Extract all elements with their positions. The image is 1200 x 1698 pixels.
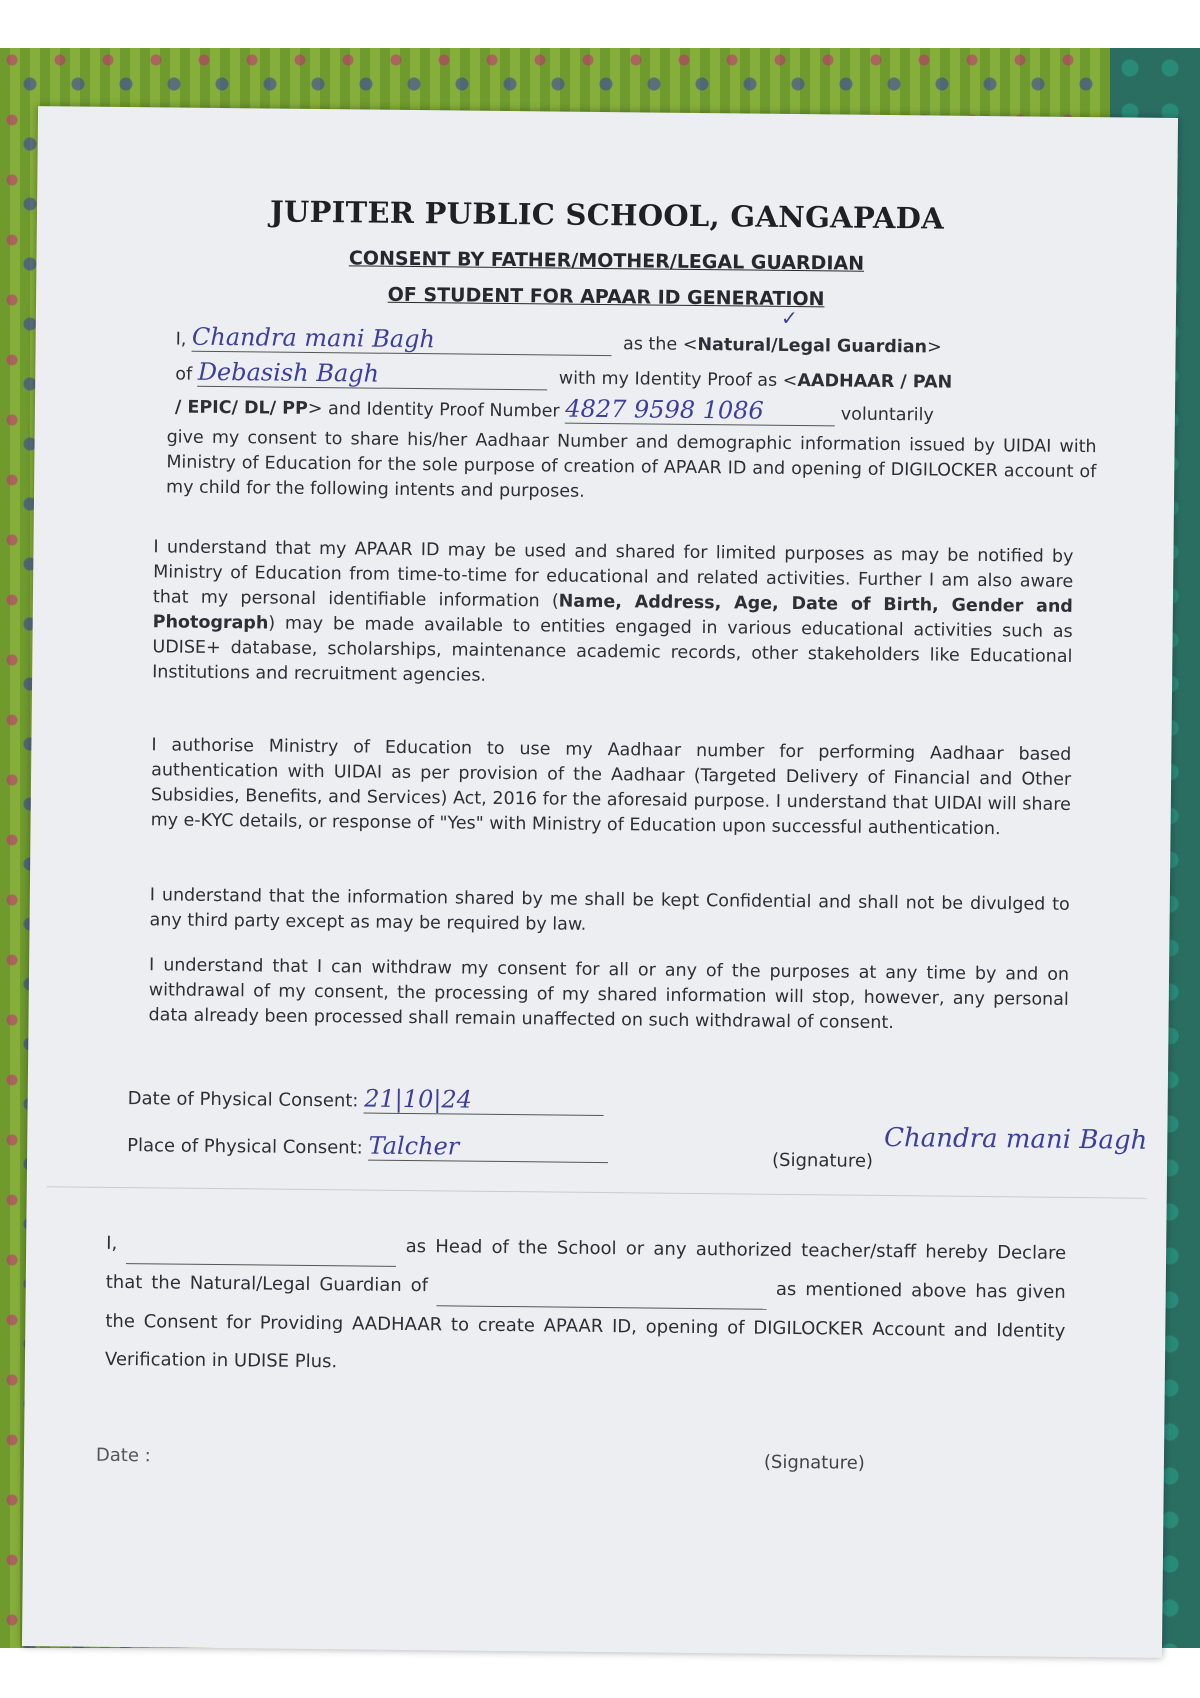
consent-paragraph-4: I understand that the information shared by me shall be kept Confidential and shall not be divulged to any third party except as may be required by law. [149, 885, 1070, 935]
form-subtitle-line1: CONSENT BY FATHER/MOTHER/LEGAL GUARDIAN [348, 247, 865, 275]
label-i: I, [175, 329, 187, 350]
date-of-consent-row [128, 1082, 605, 1116]
place-of-consent-row [127, 1129, 609, 1163]
consent-paragraph-2 [152, 535, 1074, 695]
head-name-blank [126, 1225, 396, 1267]
form-subtitle-line2: OF STUDENT FOR APAAR ID GENERATION [387, 283, 825, 311]
para2-text-b: ) may be made available to entities engaged in various educational activities such as UDISE+ database, scholarships, maintenance academic records, other stakeholders like Educational Institutions and recruitment agencies. [152, 613, 1073, 686]
consent-line-student [175, 358, 1095, 397]
date-of-consent-label: Date of Physical Consent: [127, 1088, 359, 1112]
student-name-field: Debasish Bagh [198, 358, 548, 391]
consent-form-paper [22, 106, 1178, 1658]
tick-mark-icon: ✓ [780, 305, 798, 331]
consent-paragraph-3: I authorise Ministry of Education to use my Aadhaar number for performing Aadhaar based authentication with UIDAI as per provision of the Aadhaar (Targeted Delivery of Financial and Other Subsidies, Benefits, and Services) Act, 2016 for the aforesaid purpose. I understand that UIDAI will share my e-KYC details, or response of "Yes" with Ministry of Education upon successful authentication. [150, 735, 1072, 840]
head-declaration [105, 1225, 1067, 1389]
label-gt: > [926, 337, 942, 358]
label-proof-number: > and Identity Proof Number [307, 398, 560, 422]
date-of-consent-value: 21|10|24 [364, 1085, 604, 1117]
guardian-signature-label: (Signature) [771, 1149, 874, 1172]
para2-bold-fields: Name, Address, Age, Date of Birth, Gender and Photograph [152, 591, 1073, 634]
place-of-consent-value: Talcher [368, 1132, 608, 1164]
guardian-type: Natural/Legal Guardian [697, 334, 928, 358]
section-divider [47, 1186, 1147, 1199]
proof-number-field: 4827 9598 1086 [565, 395, 835, 427]
consent-line-proof [175, 391, 1095, 430]
consent-line-guardian [176, 323, 1096, 362]
consent-paragraph-1: give my consent to share his/her Aadhaar Number and demographic information issued by UIDAI with Ministry of Education for the sole purpose of creation of APAAR ID and opening of DIGILOCKER account of my child for the following intents and purposes. [166, 427, 1097, 502]
label-with-proof: with my Identity Proof as < [558, 368, 798, 392]
student-name-blank [437, 1267, 767, 1309]
consent-paragraph-5: I understand that I can withdraw my consent for all or any of the purposes at any time by and on withdrawal of my consent, the processing of my shared information will stop, however, any personal data already been processed shall remain unaffected on such withdrawal of consent. [148, 955, 1070, 1034]
proof-types-a: AADHAAR / PAN [797, 371, 953, 393]
declaration-text-a: as Head of the School or any authorized teacher/staff hereby Declare that the Natural/Legal Guardian of [105, 1235, 1067, 1297]
guardian-name-field: Chandra mani Bagh [192, 323, 612, 356]
school-title: JUPITER PUBLIC SCHOOL, GANGAPADA [269, 194, 945, 236]
declaration-date-label: Date : [95, 1444, 151, 1467]
declaration-text-b: as mentioned above has given the Consent for Providing AADHAAR to create APAAR ID, opening of DIGILOCKER Account and Identity Verification in UDISE Plus. [104, 1278, 1066, 1373]
declaration-label-i: I, [106, 1232, 118, 1254]
guardian-signature: Chandra mani Bagh [883, 1122, 1148, 1156]
proof-types-b: / EPIC/ DL/ PP [174, 397, 308, 419]
declaration-signature-label: (Signature) [763, 1451, 865, 1474]
label-as-the: as the < [622, 334, 698, 355]
para2-text-a: I understand that my APAAR ID may be used and shared for limited purposes as may be notified by Ministry of Education from time-to-time for educational and related activities. Further I am also aware that my personal identifiable information ( [152, 537, 1074, 612]
label-voluntarily: voluntarily [840, 404, 934, 426]
place-of-consent-label: Place of Physical Consent: [127, 1135, 363, 1159]
label-of: of [175, 364, 193, 385]
